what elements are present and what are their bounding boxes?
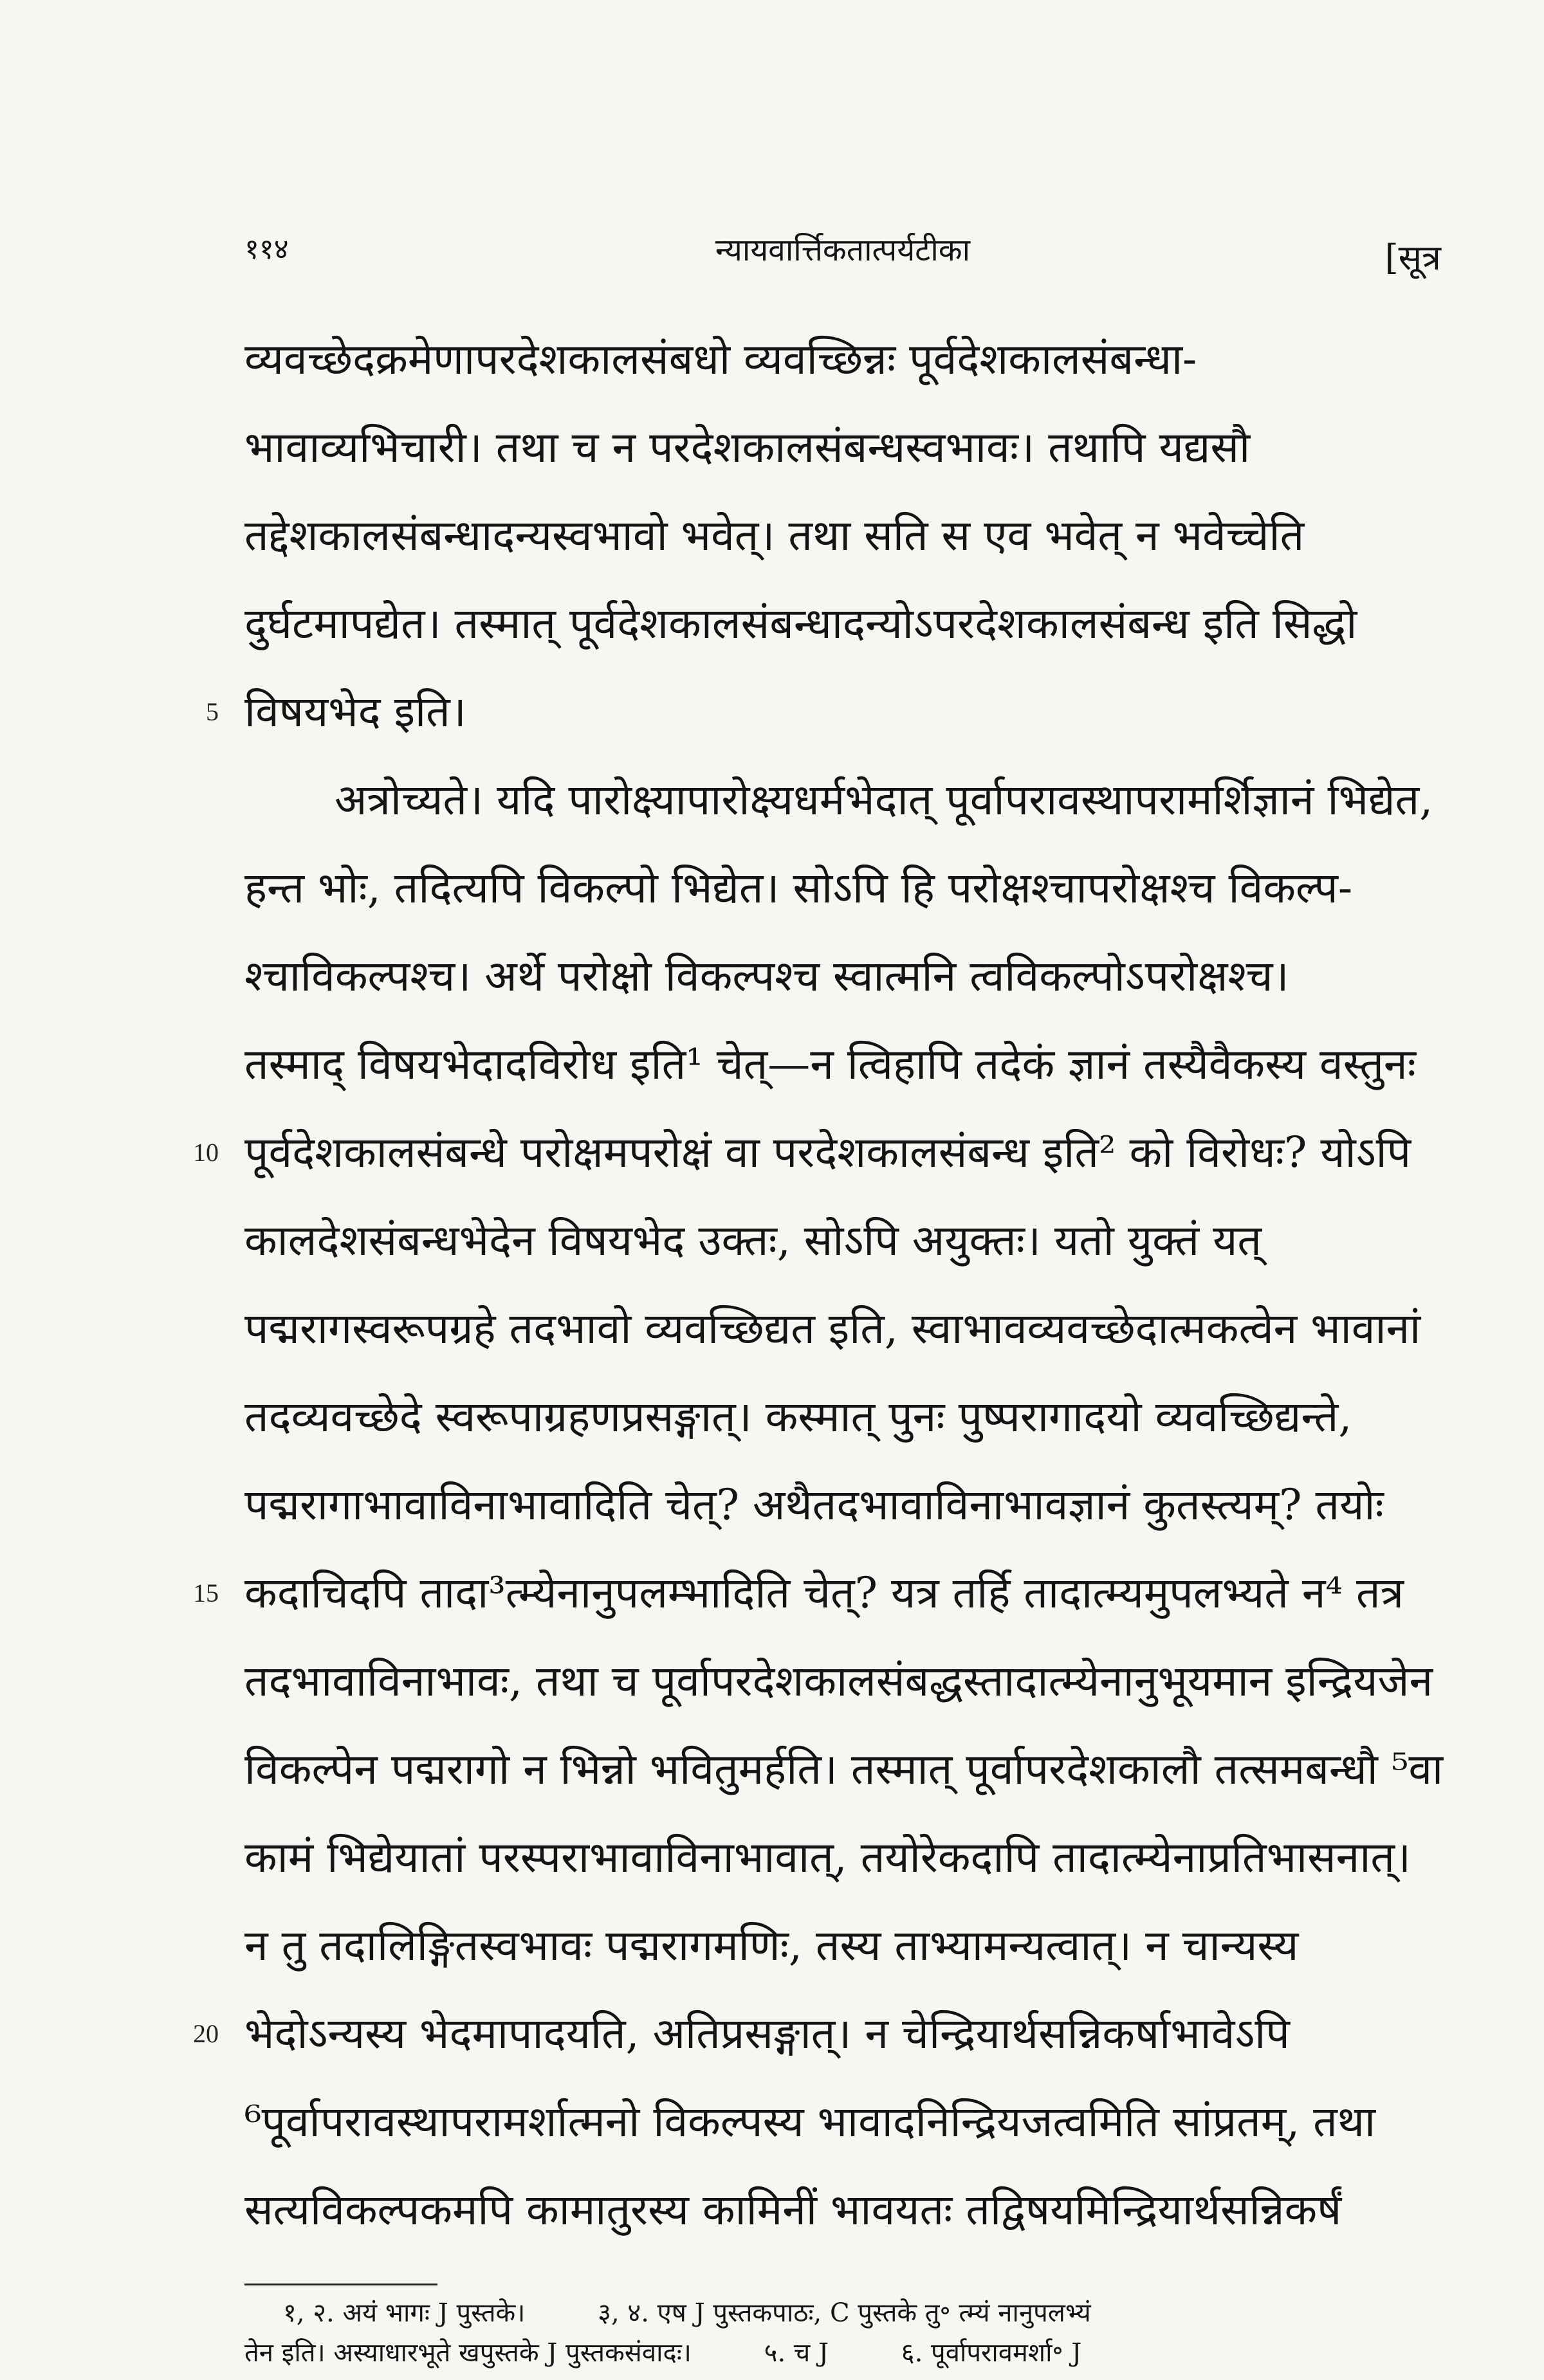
line-text: कदाचिदपि तादा³त्म्येनानुपलम्भादिति चेत्? यत्र तर्हि तादात्म्यमुपलभ्यते न⁴ तत्र — [244, 1568, 1404, 1618]
line-text: पद्मरागाभावाविनाभावादिति चेत्? अथैतदभावाविनाभावज्ञानं कुतस्त्यम्? तयोः — [244, 1480, 1384, 1530]
line-text: कामं भिद्येयातां परस्पराभावाविनाभावात्, तयोरेकदापि तादात्म्येनाप्रतिभासनात्। — [244, 1833, 1411, 1882]
line-text: तदभावाविनाभावः, तथा च पूर्वापरदेशकालसंबद्धस्तादात्म्येनानुभूयमान इन्द्रियजेन — [244, 1656, 1433, 1706]
line-text: कालदेशसंबन्धभेदेन विषयभेद उक्तः, सोऽपि अयुक्तः। यतो युक्तं यत् — [244, 1216, 1262, 1265]
line-text: दुर्घटमापद्येत। तस्मात् पूर्वदेशकालसंबन्धादन्योऽपरदेशकालसंबन्ध इति सिद्धो — [244, 599, 1357, 648]
footnote: ६. पूर्वापरावमर्शा॰ J — [901, 2338, 1082, 2368]
text-line — [244, 756, 1441, 844]
footnote-rule — [244, 2284, 437, 2285]
text-line — [244, 1637, 1441, 1725]
line-text: भावाव्यभिचारी। तथा च न परदेशकालसंबन्धस्वभावः। तथापि यद्यसौ — [244, 423, 1251, 472]
text-line — [244, 932, 1441, 1020]
line-text: ⁶पूर्वापरावस्थापरामर्शात्मनो विकल्पस्य भावादनिन्द्रियजत्वमिति सांप्रतम्, तथा — [244, 2097, 1376, 2147]
text-line — [244, 1373, 1441, 1461]
text-line — [244, 315, 1441, 403]
line-text: पद्मरागस्वरूपग्रहे तदभावो व्यवच्छिद्यत इति, स्वाभावव्यवच्छेदात्मकत्वेन भावानां — [244, 1304, 1421, 1353]
text-line — [193, 1990, 1441, 2078]
line-text: तदव्यवच्छेदे स्वरूपाग्रहणप्रसङ्गात्। कस्मात् पुनः पुष्परागादयो व्यवच्छिद्यन्ते, — [244, 1392, 1352, 1442]
text-line — [244, 2166, 1441, 2254]
text-line — [244, 403, 1441, 491]
main-text — [193, 315, 1444, 2254]
footnote: १, २. अयं भागः J पुस्तके। — [283, 2298, 526, 2328]
text-line — [193, 1108, 1441, 1196]
footnote-row — [244, 2333, 1441, 2373]
line-text: पूर्वदेशकालसंबन्धे परोक्षमपरोक्षं वा परदेशकालसंबन्ध इति² को विरोधः? योऽपि — [244, 1128, 1411, 1177]
text-line — [244, 491, 1441, 580]
line-text: व्यवच्छेदक्रमेणापरदेशकालसंबधो व्यवच्छिन्नः पूर्वदेशकालसंबन्धा- — [244, 334, 1197, 384]
text-line — [244, 2078, 1441, 2166]
footnote-row — [244, 2293, 1441, 2333]
text-line — [244, 844, 1441, 932]
line-text: श्चाविकल्पश्च। अर्थे परोक्षो विकल्पश्च स्वात्मनि त्वविकल्पोऽपरोक्षश्च। — [244, 951, 1289, 1001]
text-line — [244, 1461, 1441, 1549]
footnote: ५. च J — [764, 2338, 829, 2368]
line-text: अत्रोच्यते। यदि पारोक्ष्यापारोक्ष्यधर्मभेदात् पूर्वापरावस्थापरामर्शिज्ञानं भिद्येत, — [335, 775, 1433, 825]
line-text: भेदोऽन्यस्य भेदमापादयति, अतिप्रसङ्गात्। न चेन्द्रियार्थसन्निकर्षाभावेऽपि — [244, 2009, 1290, 2058]
line-number: 15 — [193, 1579, 219, 1607]
line-text: तद्देशकालसंबन्धादन्यस्वभावो भवेत्। तथा सति स एव भवेत् न भवेच्चेति — [244, 511, 1305, 560]
running-title: न्यायवार्त्तिकतात्पर्यटीका — [715, 232, 971, 268]
text-line — [244, 1813, 1441, 1901]
text-line — [244, 1725, 1444, 1813]
line-text: विषयभेद इति। — [244, 687, 466, 737]
section-marker: [सूत्र — [1384, 237, 1441, 278]
footnote: तेन इति। अस्याधारभूते खपुस्तके J पुस्तकसंवादः। — [244, 2338, 692, 2368]
line-text: हन्त भोः, तदित्यपि विकल्पो भिद्येत। सोऽपि हि परोक्षश्चापरोक्षश्च विकल्प- — [244, 863, 1353, 913]
text-line — [244, 1196, 1441, 1285]
line-number: 10 — [193, 1138, 219, 1167]
line-text: तस्माद् विषयभेदादविरोध इति¹ चेत्—न त्विहापि तदेकं ज्ञानं तस्यैवैकस्य वस्तुनः — [244, 1039, 1416, 1089]
line-text: विकल्पेन पद्मरागो न भिन्नो भवितुमर्हति। तस्मात् पूर्वापरदेशकालौ तत्समबन्धौ ⁵वा — [244, 1744, 1444, 1794]
line-text: न तु तदालिङ्गितस्वभावः पद्मरागमणिः, तस्य ताभ्यामन्यत्वात्। न चान्यस्य — [244, 1921, 1299, 1970]
text-line — [193, 1549, 1441, 1637]
page-number: ११४ — [244, 233, 289, 266]
text-line — [244, 1285, 1441, 1373]
footnotes — [244, 2293, 1441, 2373]
line-number: 5 — [206, 697, 219, 726]
footnote: ३, ४. एष J पुस्तकपाठः, C पुस्तके तु॰ त्म्यं नानुपलभ्यं — [598, 2298, 1091, 2328]
line-number: 20 — [193, 2019, 219, 2048]
line-text: सत्यविकल्पकमपि कामातुरस्य कामिनीं भावयतः तद्विषयमिन्द्रियार्थसन्निकर्षं — [244, 2185, 1342, 2235]
text-line — [244, 1901, 1441, 1990]
running-header — [244, 228, 1441, 286]
text-line — [244, 1020, 1441, 1108]
text-line — [244, 580, 1441, 668]
text-line — [206, 668, 1441, 756]
